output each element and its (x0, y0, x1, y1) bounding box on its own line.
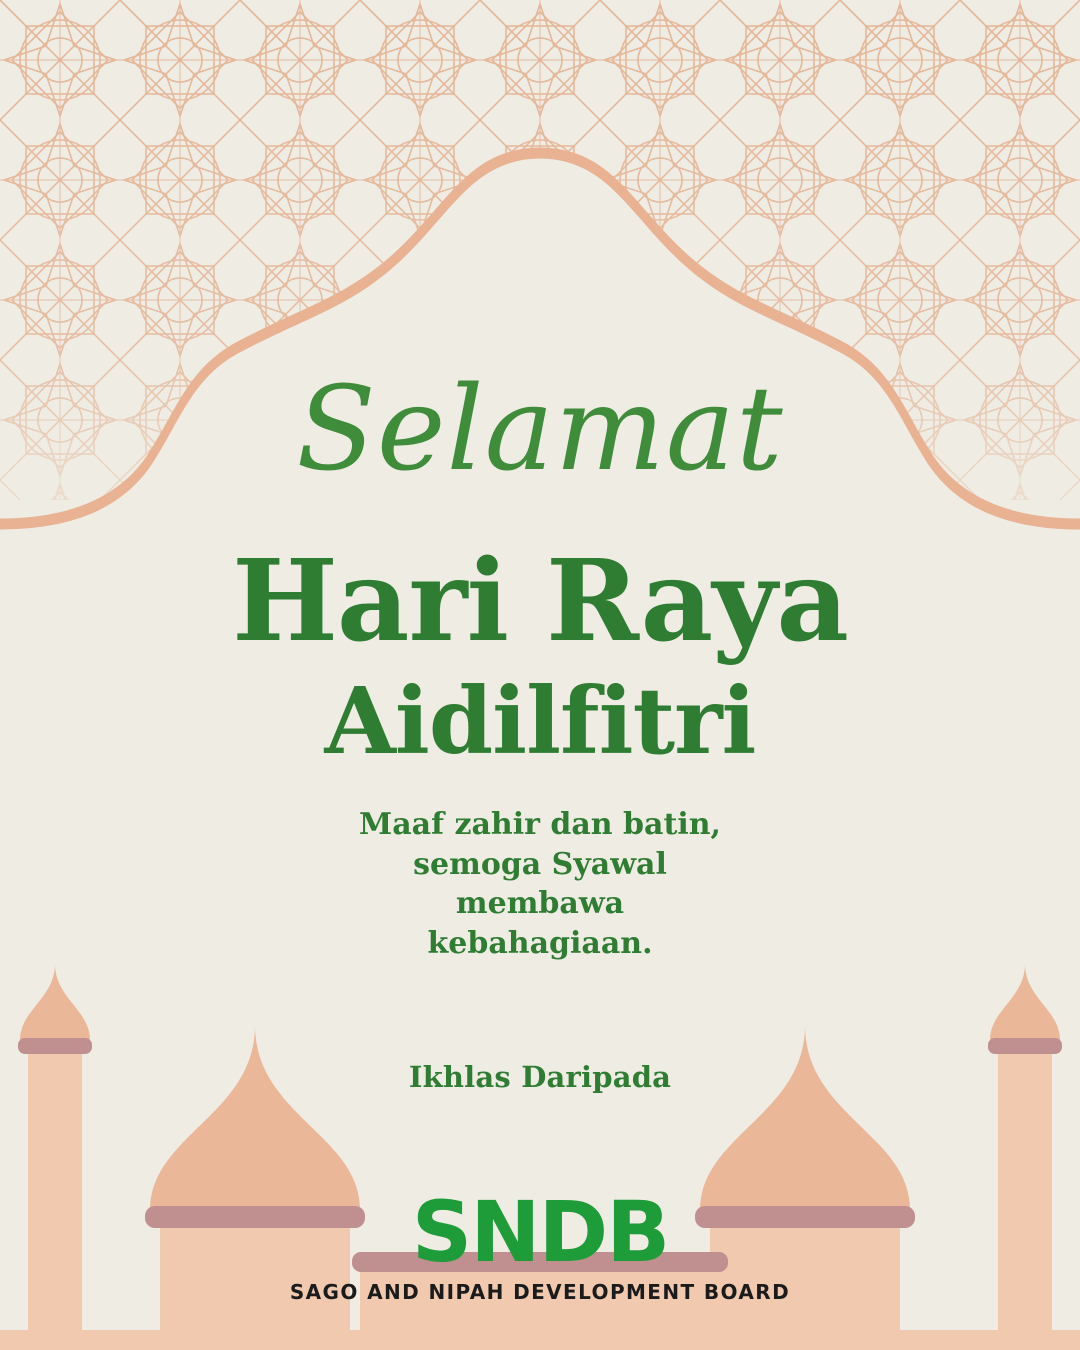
logo-letters (411, 1183, 669, 1281)
greeting-script-text: Selamat (296, 362, 784, 497)
logo-letter-s: S (411, 1183, 471, 1281)
wish-message (0, 805, 1080, 963)
sndb-logo (0, 1183, 1080, 1304)
wish-line-1: Maaf zahir dan batin, (359, 807, 721, 842)
logo-tagline: SAGO AND NIPAH DEVELOPMENT BOARD (289, 1280, 791, 1304)
title-line-1: Hari Raya (232, 536, 848, 667)
from-label: Ikhlas Daripada (408, 1060, 672, 1094)
wish-line-4: kebahagiaan. (427, 925, 653, 961)
logo-letter-d: D (538, 1183, 607, 1281)
logo-letter-b: B (606, 1183, 669, 1281)
title-line-2: Aidilfitri (324, 667, 756, 775)
wish-line-2: semoga Syawal (413, 846, 667, 882)
wish-line-3: membawa (455, 886, 625, 922)
logo-letter-n: N (470, 1183, 539, 1281)
